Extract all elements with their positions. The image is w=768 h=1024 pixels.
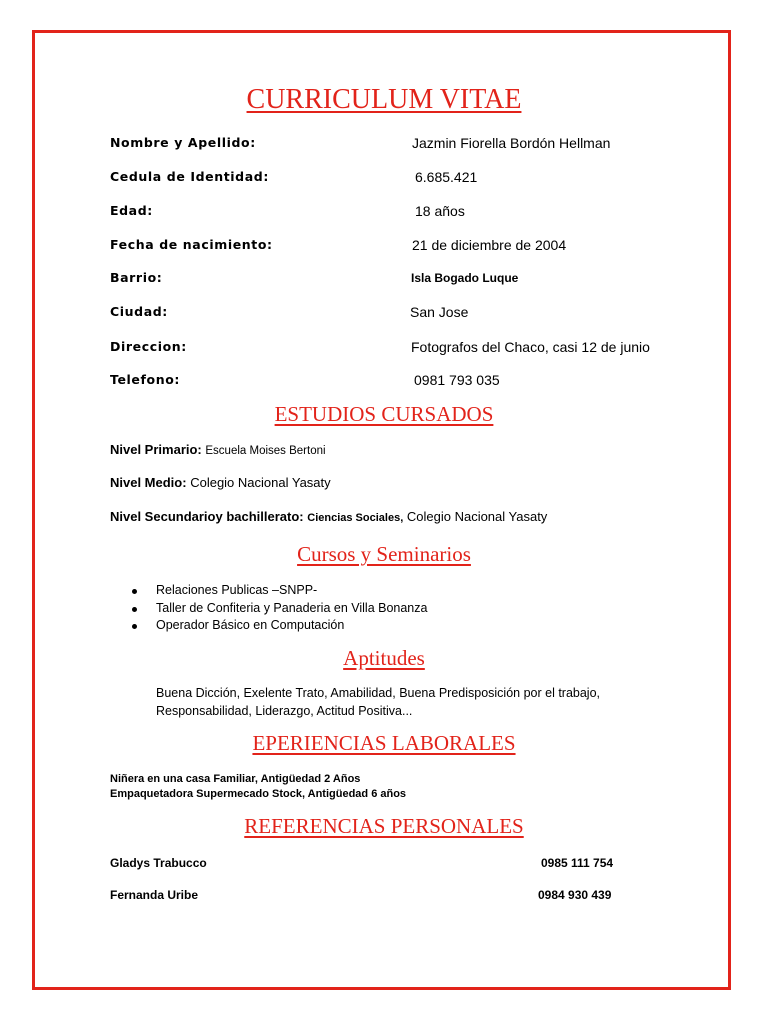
value-edad: 18 años bbox=[415, 203, 465, 219]
document-title: CURRICULUM VITAE bbox=[246, 84, 522, 115]
edu-row-medio bbox=[110, 475, 331, 490]
edu-value-primario: Escuela Moises Bertoni bbox=[205, 445, 326, 457]
edu-label-medio: Nivel Medio: bbox=[110, 475, 187, 490]
section-experiencias-heading: EPERIENCIAS LABORALES bbox=[252, 731, 516, 755]
edu-row-secundario bbox=[110, 509, 547, 524]
cursos-list-item: Taller de Confiteria y Panaderia en Villa Bonanza bbox=[128, 600, 427, 618]
value-cedula: 6.685.421 bbox=[415, 169, 478, 185]
label-edad: Edad: bbox=[110, 203, 153, 218]
referencia-phone: 0985 111 754 bbox=[541, 856, 614, 870]
label-cedula: Cedula de Identidad: bbox=[110, 169, 269, 184]
experiencia-line: Empaquetadora Supermecado Stock, Antigüedad 6 años bbox=[110, 788, 407, 800]
cursos-list bbox=[128, 582, 427, 635]
aptitudes-line: Buena Dicción, Exelente Trato, Amabilidad, Buena Predisposición por el trabajo, bbox=[156, 686, 601, 700]
section-cursos-heading: Cursos y Seminarios bbox=[297, 542, 471, 566]
label-telefono: Telefono: bbox=[110, 372, 181, 387]
referencia-name: Fernanda Uribe bbox=[110, 888, 199, 902]
label-direccion: Direccion: bbox=[110, 339, 187, 354]
section-aptitudes-heading: Aptitudes bbox=[343, 646, 425, 670]
label-fecha-nacimiento: Fecha de nacimiento: bbox=[110, 237, 273, 252]
edu-value-secundario-b: Colegio Nacional Yasaty bbox=[406, 509, 548, 524]
value-fecha-nacimiento: 21 de diciembre de 2004 bbox=[412, 237, 567, 253]
edu-value-secundario-a: Ciencias Sociales, bbox=[307, 512, 404, 524]
value-nombre: Jazmin Fiorella Bordón Hellman bbox=[412, 135, 611, 151]
section-estudios-heading: ESTUDIOS CURSADOS bbox=[274, 402, 494, 426]
cursos-list-item: Relaciones Publicas –SNPP- bbox=[128, 582, 427, 600]
label-barrio: Barrio: bbox=[110, 270, 163, 285]
experiencia-line: Niñera en una casa Familiar, Antigüedad 2 Años bbox=[110, 773, 361, 785]
edu-label-secundario: Nivel Secundarioy bachillerato: bbox=[110, 509, 304, 524]
referencia-phone: 0984 930 439 bbox=[538, 888, 612, 902]
value-barrio: Isla Bogado Luque bbox=[411, 271, 519, 285]
referencia-name: Gladys Trabucco bbox=[110, 856, 207, 870]
aptitudes-line: Responsabilidad, Liderazgo, Actitud Positiva... bbox=[156, 704, 413, 718]
value-telefono: 0981 793 035 bbox=[414, 372, 500, 388]
label-ciudad: Ciudad: bbox=[110, 304, 168, 319]
value-direccion: Fotografos del Chaco, casi 12 de junio bbox=[411, 339, 650, 355]
edu-row-primario bbox=[110, 442, 326, 457]
cursos-list-item: Operador Básico en Computación bbox=[128, 617, 427, 635]
section-referencias-heading: REFERENCIAS PERSONALES bbox=[244, 814, 524, 838]
edu-label-primario: Nivel Primario: bbox=[110, 442, 202, 457]
label-nombre: Nombre y Apellido: bbox=[110, 135, 256, 150]
value-ciudad: San Jose bbox=[410, 304, 469, 320]
edu-value-medio: Colegio Nacional Yasaty bbox=[190, 475, 331, 490]
